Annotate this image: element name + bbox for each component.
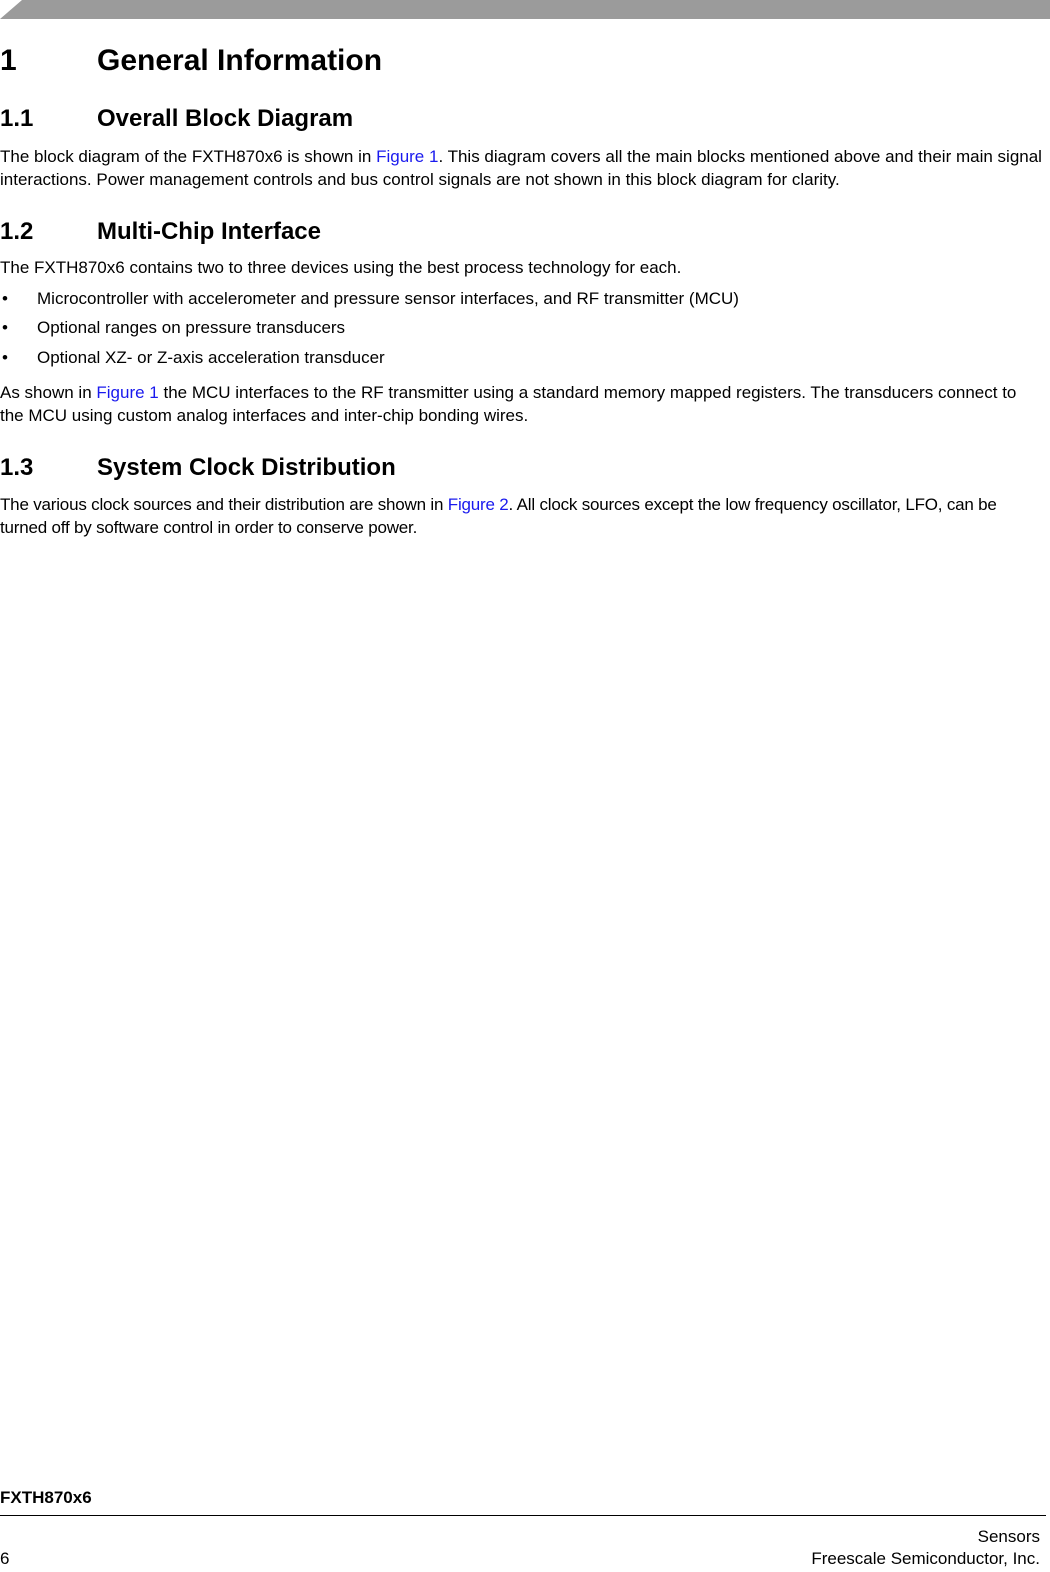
list-item [0,346,1040,369]
chapter-heading [0,42,382,80]
chapter-title: General Information [97,44,383,77]
section-number: 1.3 [0,454,34,481]
section-title: Overall Block Diagram [97,105,354,132]
section-title: System Clock Distribution [97,454,396,481]
list-item-text: Optional XZ- or Z-axis acceleration transducer [37,348,385,367]
footer-category: Sensors [977,1527,1040,1546]
list-item-text: Microcontroller with accelerometer and pressure sensor interfaces, and RF transmitter (MCU) [37,289,739,308]
footer-doc-title: FXTH870x6 [0,1488,92,1507]
bullet-icon: • [2,348,8,367]
header-bar [0,0,1050,19]
figure-1-link[interactable]: Figure 1 [376,147,439,166]
section-number: 1.2 [0,218,34,245]
footer-company: Freescale Semiconductor, Inc. [811,1549,1040,1568]
list-item-text: Optional ranges on pressure transducers [37,318,346,337]
section-title: Multi-Chip Interface [97,218,322,245]
section-number: 1.1 [0,105,34,132]
paragraph-text: The block diagram of the FXTH870x6 is shown in [0,147,377,166]
paragraph-text: the MCU interfaces to the RF transmitter using a standard memory mapped registers. The transducers connect to the MCU using custom analog interfaces and inter-chip bonding wires. [0,383,1017,425]
section-1-2-paragraph [0,381,1044,427]
chapter-number: 1 [0,44,17,77]
paragraph-text: . All clock sources except the low frequency oscillator, LFO, can be turned off by software control in order to conserve power. [0,495,997,537]
paragraph-text: . This diagram covers all the main blocks mentioned above and their main signal interactions. Power management controls and bus control signals are not shown in this block diagram for clarity. [0,147,1042,189]
section-heading-1-3 [0,453,396,483]
section-1-2-intro: The FXTH870x6 contains two to three devices using the best process technology for each. [0,258,682,277]
section-1-1-paragraph [0,145,1044,191]
section-1-3-paragraph [0,493,1044,539]
figure-1-link[interactable]: Figure 1 [96,383,159,402]
paragraph-text: The various clock sources and their distribution are shown in [0,495,448,514]
bullet-icon: • [2,289,8,308]
section-heading-1-2 [0,217,321,247]
figure-2-link[interactable]: Figure 2 [447,495,509,514]
section-heading-1-1 [0,104,353,134]
list-item [0,316,1040,339]
list-item [0,287,1040,310]
footer-page-number: 6 [0,1549,10,1568]
footer-divider [0,1515,1046,1516]
bullet-icon: • [2,318,8,337]
paragraph-text: As shown in [0,383,97,402]
